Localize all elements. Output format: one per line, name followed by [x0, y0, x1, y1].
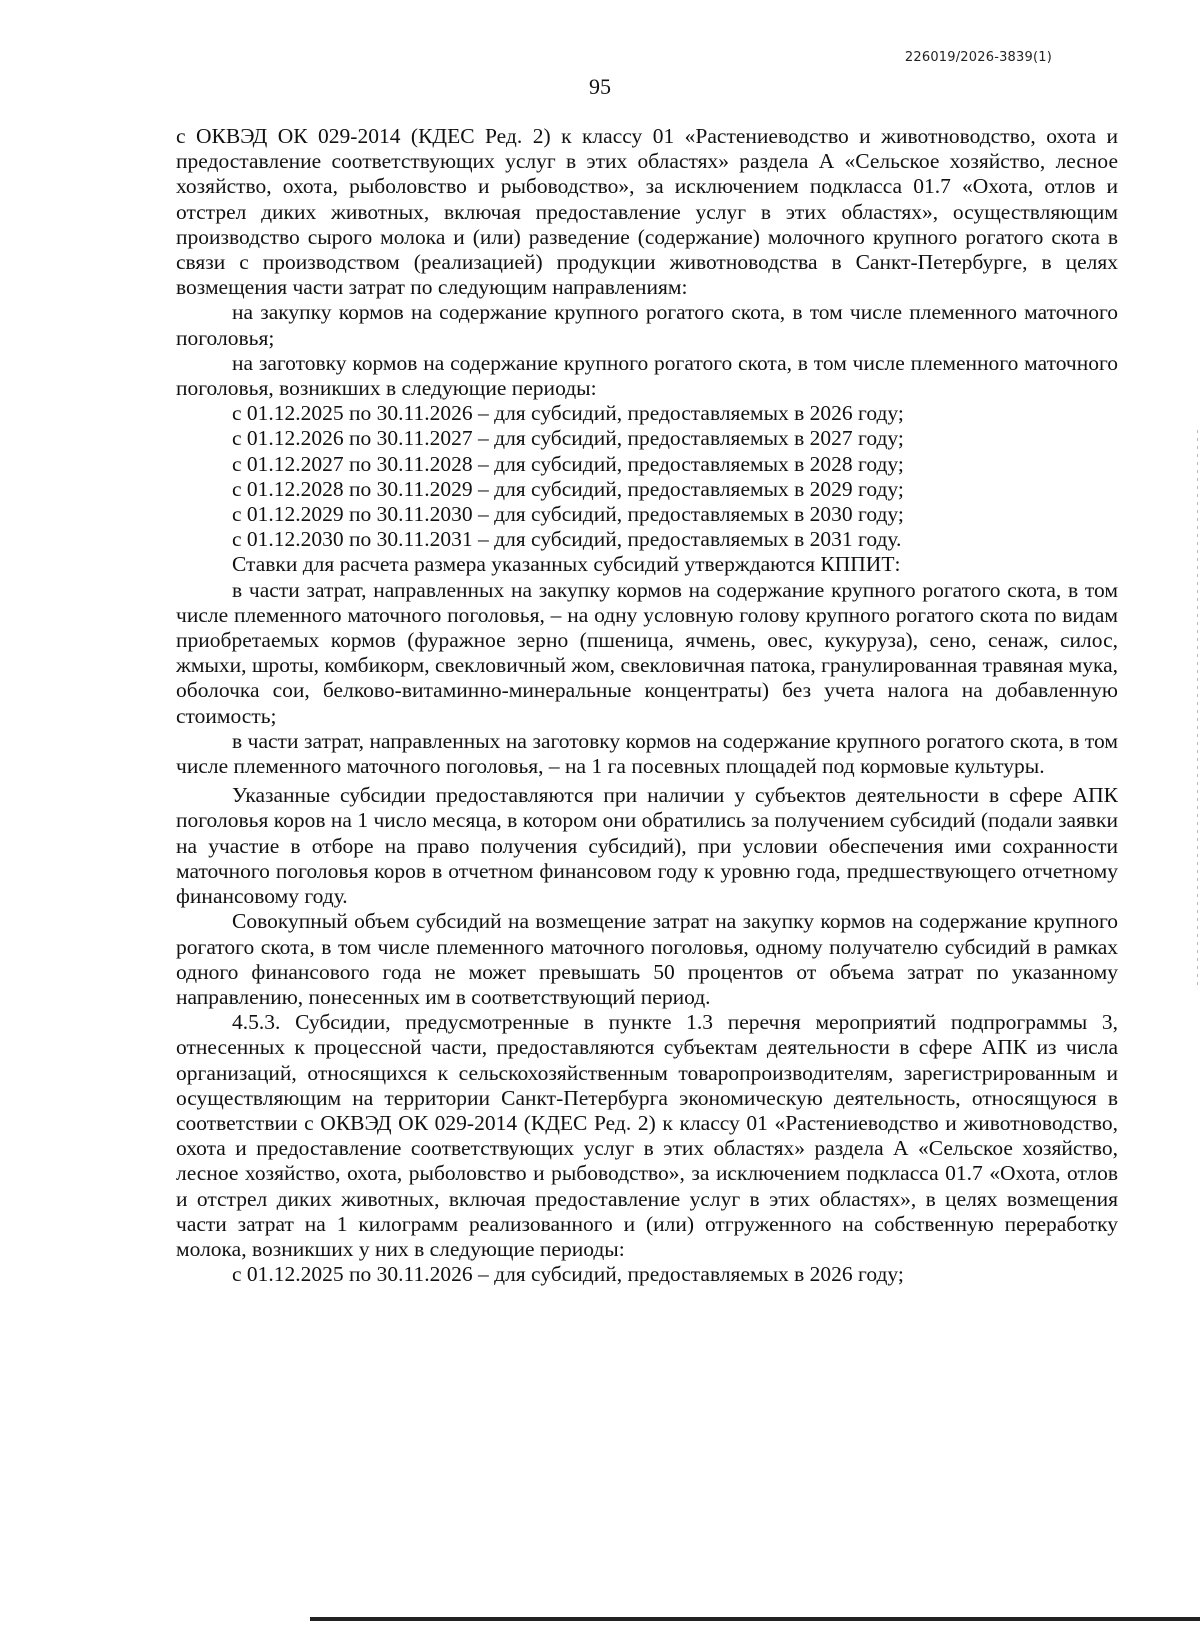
period-item: с 01.12.2027 по 30.11.2028 – для субсидий, предоставляемых в 2028 году;: [232, 451, 904, 476]
paragraph-okved-intro: с ОКВЭД ОК 029-2014 (КДЕС Ред. 2) к классу 01 «Растениеводство и животноводство, охота и предоставление соответствующих услуг в этих областях» раздела А «Сельское хозяйство, лесное хозяйство, охота, рыболовство и рыбоводство», за исключением подкласса 01.7 «Охота, отлов и отстрел диких животных, включая предоставление услуг в этих областях», осуществляющим производство сырого молока и (или) разведение (содержание) молочного крупного рогатого скота в связи с производством (реализацией) продукции животноводства в Санкт-Петербурге, в целях возмещения части затрат по следующим направлениям:: [176, 124, 1118, 300]
paragraph-rates: Ставки для расчета размера указанных субсидий утверждаются КППИТ:: [232, 552, 901, 577]
paragraph-4-5-3: 4.5.3. Субсидии, предусмотренные в пункте 1.3 перечня мероприятий подпрограммы 3, отнесенных к процессной части, предоставляются субъектам деятельности в сфере АПК из числа организаций, относящихся к сельскохозяйственным товаропроизводителям, зарегистрированным и осуществляющим на территории Санкт-Петербурга экономическую деятельность, относящуюся в соответствии с ОКВЭД ОК 029-2014 (КДЕС Ред. 2) к классу 01 «Растениеводство и животноводство, охота и предоставление соответствующих услуг в этих областях» раздела А «Сельское хозяйство, лесное хозяйство, охота, рыболовство и рыбоводство», за исключением подкласса 01.7 «Охота, отлов и отстрел диких животных, включая предоставление услуг в этих областях», в целях возмещения части затрат на 1 килограмм реализованного и (или) отгруженного на собственную переработку молока, возникших у них в следующие периоды:: [176, 1010, 1118, 1261]
period-item: с 01.12.2025 по 30.11.2026 – для субсидий, предоставляемых в 2026 году;: [232, 401, 904, 426]
document-id: 226019/2026-3839(1): [904, 50, 1052, 65]
period-item: с 01.12.2025 по 30.11.2026 – для субсидий, предоставляемых в 2026 году;: [232, 1262, 904, 1287]
paragraph-total-volume: Совокупный объем субсидий на возмещение затрат на закупку кормов на содержание крупного рогатого скота, в том числе племенного маточного поголовья, одному получателю субсидий в рамках одного финансового года не может превышать 50 процентов от объема затрат по указанному направлению, понесенных им в соответствующий период.: [176, 909, 1118, 1009]
document-body: [176, 124, 1118, 1287]
paragraph-rates-harvest: в части затрат, направленных на заготовку кормов на содержание крупного рогатого скота, в том числе племенного маточного поголовья, – на 1 га посевных площадей под кормовые культуры.: [176, 728, 1118, 779]
paragraph-feed-harvest: на заготовку кормов на содержание крупного рогатого скота, в том числе племенного маточного поголовья, возникших в следующие периоды:: [176, 350, 1118, 401]
page-number: 95: [589, 74, 611, 99]
paragraph-conditions: Указанные субсидии предоставляются при наличии у субъектов деятельности в сфере АПК поголовья коров на 1 число месяца, в котором они обратились за получением субсидий (подали заявки на участие в отборе на право получения субсидий), при условии обеспечения ими сохранности маточного поголовья коров в отчетном финансовом году к уровню года, предшествующего отчетному финансовому году.: [176, 783, 1118, 909]
scan-edge-mark: [1197, 430, 1198, 990]
period-item: с 01.12.2028 по 30.11.2029 – для субсидий, предоставляемых в 2029 году;: [232, 476, 904, 501]
period-item: с 01.12.2030 по 30.11.2031 – для субсидий, предоставляемых в 2031 году.: [232, 527, 902, 552]
paragraph-feed-purchase: на закупку кормов на содержание крупного рогатого скота, в том числе племенного маточного поголовья;: [176, 300, 1118, 350]
bottom-rule: [310, 1617, 1200, 1621]
paragraph-rates-purchase: в части затрат, направленных на закупку кормов на содержание крупного рогатого скота, в том числе племенного маточного поголовья, – на одну условную голову крупного рогатого скота по видам приобретаемых кормов (фуражное зерно (пшеница, ячмень, овес, кукуруза), сено, сенаж, силос, жмыхи, шроты, комбикорм, свекловичный жом, свекловичная патока, гранулированная травяная мука, оболочка сои, белково-витаминно-минеральные концентраты) без учета налога на добавленную стоимость;: [176, 577, 1118, 728]
period-item: с 01.12.2029 по 30.11.2030 – для субсидий, предоставляемых в 2030 году;: [232, 502, 904, 527]
period-item: с 01.12.2026 по 30.11.2027 – для субсидий, предоставляемых в 2027 году;: [232, 426, 904, 451]
